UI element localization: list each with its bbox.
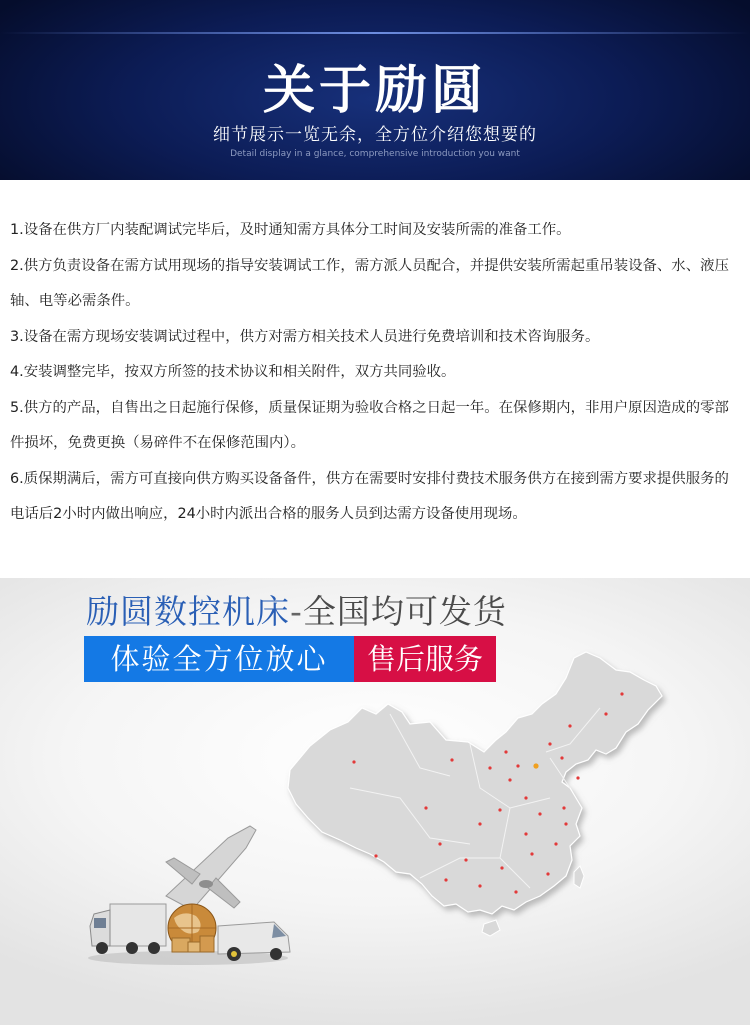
- truck-icon: [90, 904, 166, 954]
- promo-title-brand: 励圆数控机床: [86, 592, 290, 631]
- service-term-2: 2.供方负责设备在需方试用现场的指导安装调试工作，需方派人员配合，并提供安装所需起重吊装设备、水、液压轴、电等必需条件。: [10, 257, 729, 309]
- banner-divider: [0, 32, 750, 34]
- service-term-3: 3.设备在需方现场安装调试过程中，供方对需方相关技术人员进行免费培训和技术咨询服务。: [10, 328, 600, 345]
- promo-section: [0, 578, 750, 1025]
- header-banner: [0, 0, 750, 180]
- capital-marker: [533, 763, 538, 768]
- service-terms-list: [10, 213, 742, 533]
- service-term-5: 5.供方的产品，自售出之日起施行保修，质量保证期为验收合格之日起一年。在保修期内，非用户原因造成的零部件损坏，免费更换（易碎件不在保修范围内）。: [10, 399, 729, 451]
- page-subtitle-english: Detail display in a glance, comprehensive introduction you want: [230, 149, 520, 159]
- logistics-truck-plane-image: [88, 818, 298, 968]
- taiwan-island: [574, 866, 584, 888]
- promo-title-dash: -: [290, 592, 303, 631]
- china-map-image: [270, 648, 670, 948]
- tag-peace-of-mind: 体验全方位放心: [84, 636, 354, 682]
- airplane-icon: [166, 826, 256, 910]
- service-term-6: 6.质保期满后，需方可直接向供方购买设备备件，供方在需要时安排付费技术服务供方在接到需方要求提供服务的电话后2小时内做出响应，24小时内派出合格的服务人员到达需方设备使用现场。: [10, 470, 729, 522]
- hainan-island: [482, 920, 500, 936]
- service-term-4: 4.安装调整完毕，按双方所签的技术协议和相关附件，双方共同验收。: [10, 364, 456, 380]
- page-title: 关于励圆: [262, 61, 487, 121]
- service-term-1: 1.设备在供方厂内装配调试完毕后，及时通知需方具体分工时间及安装所需的准备工作。: [10, 222, 571, 238]
- promo-title-rest: 全国均可发货: [302, 592, 507, 631]
- promo-title: [86, 586, 507, 633]
- page-subtitle: 细节展示一览无余，全方位介绍您想要的: [213, 125, 537, 145]
- china-map-outline: [288, 652, 662, 914]
- tag-after-sales-service: 售后服务: [354, 636, 496, 682]
